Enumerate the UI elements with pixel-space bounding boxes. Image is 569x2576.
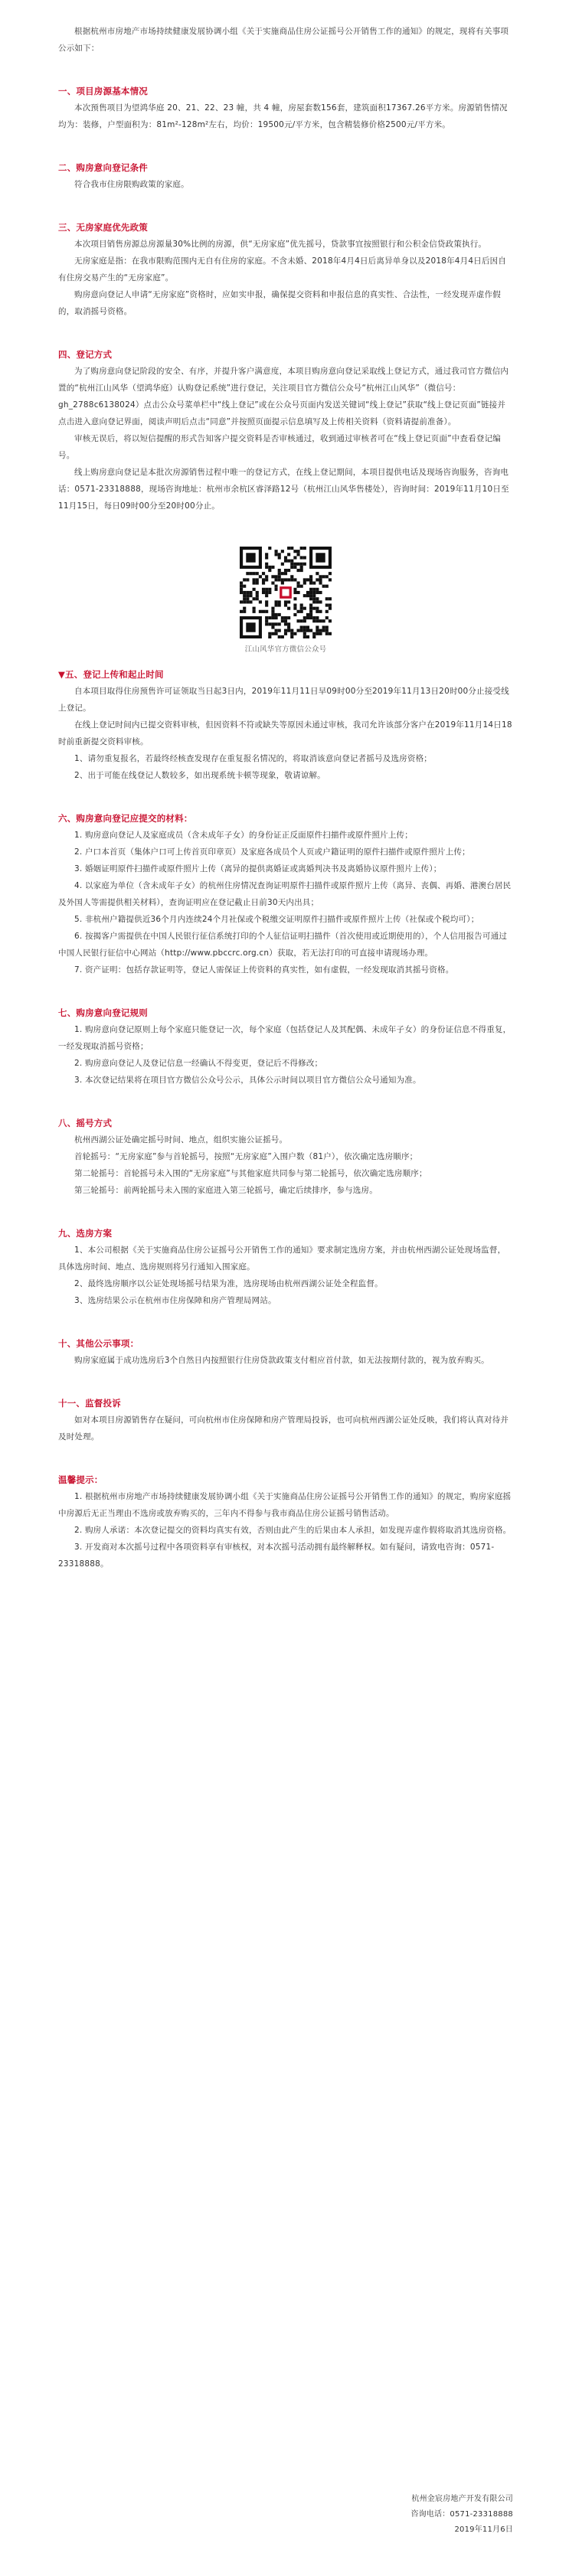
spacer xyxy=(58,1309,513,1326)
section-heading: 四、登记方式 xyxy=(58,349,113,360)
section xyxy=(58,810,513,995)
company-name: 杭州金宸房地产开发有限公司 xyxy=(411,2495,513,2503)
spacer xyxy=(58,784,513,801)
section-paragraph: 自本项目取得住房预售许可证领取当日起3日内，2019年11月11日早09时00分至2019年11月13日20时00分止接受线上登记。 xyxy=(58,687,509,713)
section xyxy=(58,666,513,801)
section xyxy=(58,83,513,150)
section-paragraph: 线上购房意向登记是本批次房源销售过程中唯一的登记方式，在线上登记期间，本项目提供电话及现场咨询服务，咨询电话：0571-23318888，现场咨询地址：杭州市余杭区睿泽路12号（杭州江山风华售楼处），咨询时间：2019年11月10日至11月15日，每日09时00分至20时00分止。 xyxy=(58,468,509,511)
section-paragraph: 2. 购房人承诺：本次登记提交的资料均真实有效，否则由此产生的后果由本人承担，如发现弄虚作假将取消其选房资格。 xyxy=(74,1526,512,1535)
section-heading: 七、购房意向登记规则 xyxy=(58,1007,148,1018)
section xyxy=(58,1395,513,1462)
intro-paragraph: 根据杭州市房地产市场持续健康发展协调小组《关于实施商品住房公证摇号公开销售工作的通知》的规定，现将有关事项公示如下： xyxy=(58,27,509,53)
section-paragraph: 2、最终选房顺序以公证处现场摇号结果为准，选房现场由杭州西湖公证处全程监督。 xyxy=(74,1279,383,1288)
section-heading: 温馨提示： xyxy=(58,1474,103,1485)
section-paragraph: 1. 根据杭州市房地产市场持续健康发展协调小组《关于实施商品住房公证摇号公开销售工作的通知》的规定，购房家庭摇中房源后无正当理由不选房或放弃购买的，三年内不得参与我市商品住房公证摇号销售活动。 xyxy=(58,1492,512,1518)
section-paragraph: 第三轮摇号：前两轮摇号未入围的家庭进入第三轮摇号，确定后续排序，参与选房。 xyxy=(74,1186,378,1195)
section xyxy=(58,219,513,337)
section-heading: 十一、监督投诉 xyxy=(58,1398,121,1409)
section-heading: 十、其他公示事项： xyxy=(58,1338,139,1349)
section xyxy=(58,1335,513,1386)
section-paragraph: 1、本公司根据《关于实施商品住房公证摇号公开销售工作的通知》要求制定选房方案，并由杭州西湖公证处现场监督，具体选房时间、地点、选房规则将另行通知入围家庭。 xyxy=(58,1246,506,1272)
section-paragraph: 在线上登记时间内已提交资料审核，但因资料不符或缺失等原因未通过审核，我司允许该部分客户在2019年11月14日18时前重新提交资料审核。 xyxy=(58,720,512,746)
signature-block xyxy=(58,2492,513,2538)
section-paragraph: 本次项目销售房源总房源量30%比例的房源，供“无房家庭”优先摇号，贷款事宜按照银行和公积金信贷政策执行。 xyxy=(74,240,487,249)
sections-part-two xyxy=(58,666,513,1589)
spacer xyxy=(58,1445,513,1462)
spacer xyxy=(58,193,513,210)
section-paragraph: 首轮摇号：“无房家庭”参与首轮摇号，按照“无房家庭”入围户数（81户），依次确定选房顺序； xyxy=(74,1152,418,1161)
sections-part-one xyxy=(58,83,513,531)
section xyxy=(58,346,513,531)
section-paragraph: 5. 非杭州户籍提供近36个月内连续24个月社保或个税缴交证明原件扫描件或原件照片上传（社保或个税均可）； xyxy=(74,915,479,924)
section-paragraph: 3. 婚姻证明原件扫描件或原件照片上传（离异的提供离婚证或离婚判决书及离婚协议原件照片上传）； xyxy=(74,864,442,873)
section-heading: 一、项目房源基本情况 xyxy=(58,86,148,96)
section-paragraph: 购房家庭属于成功选房后3个自然日内按照银行住房贷款政策支付相应首付款，如无法按期付款的，视为放弃购买。 xyxy=(74,1356,489,1365)
section-paragraph: 2. 购房意向登记人及登记信息一经确认不得变更，登记后不得修改； xyxy=(74,1059,323,1068)
section-heading: 二、购房意向登记条件 xyxy=(58,162,148,173)
qr-block xyxy=(240,547,332,657)
section-paragraph: 审核无误后，将以短信提醒的形式告知客户提交资料是否审核通过，收到通过审核者可在“线上登记页面”中查看登记编号。 xyxy=(58,434,501,460)
section-paragraph: 1. 购房意向登记原则上每个家庭只能登记一次，每个家庭（包括登记人及其配偶、未成年子女）的身份证信息不得重复，一经发现取消摇号资格； xyxy=(58,1025,512,1051)
section-paragraph: 4. 以家庭为单位（含未成年子女）的杭州住房情况查询证明原件扫描件或原件照片上传（离异、丧偶、再婚、港澳台居民及外国人等需提供相关材料），查询证明应在登记截止日前30天内出具； xyxy=(58,881,512,907)
section-paragraph: 本次预售项目为望鸿华庭 20、21、22、23 幢，共 4 幢，房屋套数156套，建筑面积17367.26平方米。房源销售情况均为：装修，户型面积为：81m²-128m²左右，均价：19500元/平方米，包含精装修价格2500元/平方米。 xyxy=(58,103,508,129)
section-paragraph: 3. 本次登记结果将在项目官方微信公众号公示，具体公示时间以项目官方微信公众号通知为准。 xyxy=(74,1076,421,1085)
section-paragraph: 杭州西湖公证处确定摇号时间、地点，组织实施公证摇号。 xyxy=(74,1135,288,1144)
section xyxy=(58,1471,513,1589)
section-heading: 六、购房意向登记应提交的材料： xyxy=(58,813,193,824)
section-paragraph: 为了购房意向登记阶段的安全、有序，并提升客户满意度，本项目购房意向登记采取线上登记方式，通过我司官方微信内置的“杭州江山风华（望鸿华庭）认购登记系统”进行登记，关注项目官方微信公众号“杭州江山风华”（微信号：gh_2788c6138024）点击公众号菜单栏中“线上登记”或在公众号页面内发送关键词“线上登记”获取“线上登记页面”链接并点击进入意向登记界面，阅读声明后点击“同意”并按照页面提示信息填写及上传相关资料（资料请提前准备）。 xyxy=(58,367,509,426)
notice-body xyxy=(58,23,513,1589)
section xyxy=(58,1004,513,1105)
section-paragraph: 无房家庭是指：在我市限购范围内无自有住房的家庭。不含未婚、2018年4月4日后离异单身以及2018年4月4日后因自有住房交易产生的“无房家庭”。 xyxy=(58,256,507,282)
section-paragraph: 7. 资产证明：包括存款证明等，登记人需保证上传资料的真实性，如有虚假，一经发现取消其摇号资格。 xyxy=(74,965,454,975)
spacer xyxy=(58,1572,513,1589)
qr-code-image xyxy=(240,547,332,638)
section-paragraph: 第二轮摇号：首轮摇号未入围的“无房家庭”与其他家庭共同参与第二轮摇号，依次确定选房顺序； xyxy=(74,1169,427,1178)
section-paragraph: 1. 购房意向登记人及家庭成员（含未成年子女）的身份证正反面原件扫描件或原件照片上传； xyxy=(74,831,413,840)
section-paragraph: 如对本项目房源销售存在疑问，可向杭州市住房保障和房产管理局投诉，也可向杭州西湖公证处反映，我们将认真对待并及时处理。 xyxy=(58,1415,509,1441)
spacer xyxy=(58,514,513,531)
section-heading: ▼五、登记上传和起止时间 xyxy=(58,669,164,680)
section-paragraph: 符合我市住房限购政策的家庭。 xyxy=(74,180,189,189)
spacer xyxy=(58,1089,513,1105)
spacer xyxy=(58,978,513,995)
section-paragraph: 6. 按揭客户需提供在中国人民银行征信系统打印的个人征信证明扫描件（首次使用或近期使用的），个人信用报告可通过中国人民银行征信中心网站（http://www.pbccrc.org.cn）获取，若无法打印的可直接申请现场办理。 xyxy=(58,932,508,958)
section-paragraph: 3、选房结果公示在杭州市住房保障和房产管理局网站。 xyxy=(74,1296,276,1305)
spacer xyxy=(58,57,513,73)
contact-phone: 咨询电话：0571-23318888 xyxy=(410,2510,513,2519)
spacer xyxy=(58,320,513,337)
spacer xyxy=(58,133,513,150)
section-heading: 八、摇号方式 xyxy=(58,1118,113,1128)
section-paragraph: 2、出于可能在线登记人数较多，如出现系统卡顿等现象，敬请谅解。 xyxy=(74,771,325,780)
section-paragraph: 购房意向登记人申请“无房家庭”资格时，应如实申报，确保提交资料和申报信息的真实性、合法性，一经发现弄虚作假的，取消摇号资格。 xyxy=(58,290,501,316)
section xyxy=(58,1115,513,1216)
section xyxy=(58,159,513,210)
section-heading: 三、无房家庭优先政策 xyxy=(58,222,148,233)
spacer xyxy=(58,1369,513,1386)
issue-date: 2019年11月6日 xyxy=(454,2525,513,2534)
section-paragraph: 2. 户口本首页（集体户口可上传首页印章页）及家庭各成员个人页或户籍证明的原件扫描件或原件照片上传； xyxy=(74,847,470,857)
section-heading: 九、选房方案 xyxy=(58,1228,113,1239)
section xyxy=(58,1225,513,1326)
section-paragraph: 3. 开发商对本次摇号过程中各项资料享有审核权，对本次摇号活动拥有最终解释权。如有疑问，请致电咨询：0571-23318888。 xyxy=(58,1543,495,1569)
spacer xyxy=(58,1199,513,1216)
section-paragraph: 1、请勿重复报名，若最终经核查发现存在重复报名情况的，将取消该意向登记者摇号及选房资格； xyxy=(74,754,432,763)
qr-caption: 江山风华官方微信公众号 xyxy=(244,645,327,654)
